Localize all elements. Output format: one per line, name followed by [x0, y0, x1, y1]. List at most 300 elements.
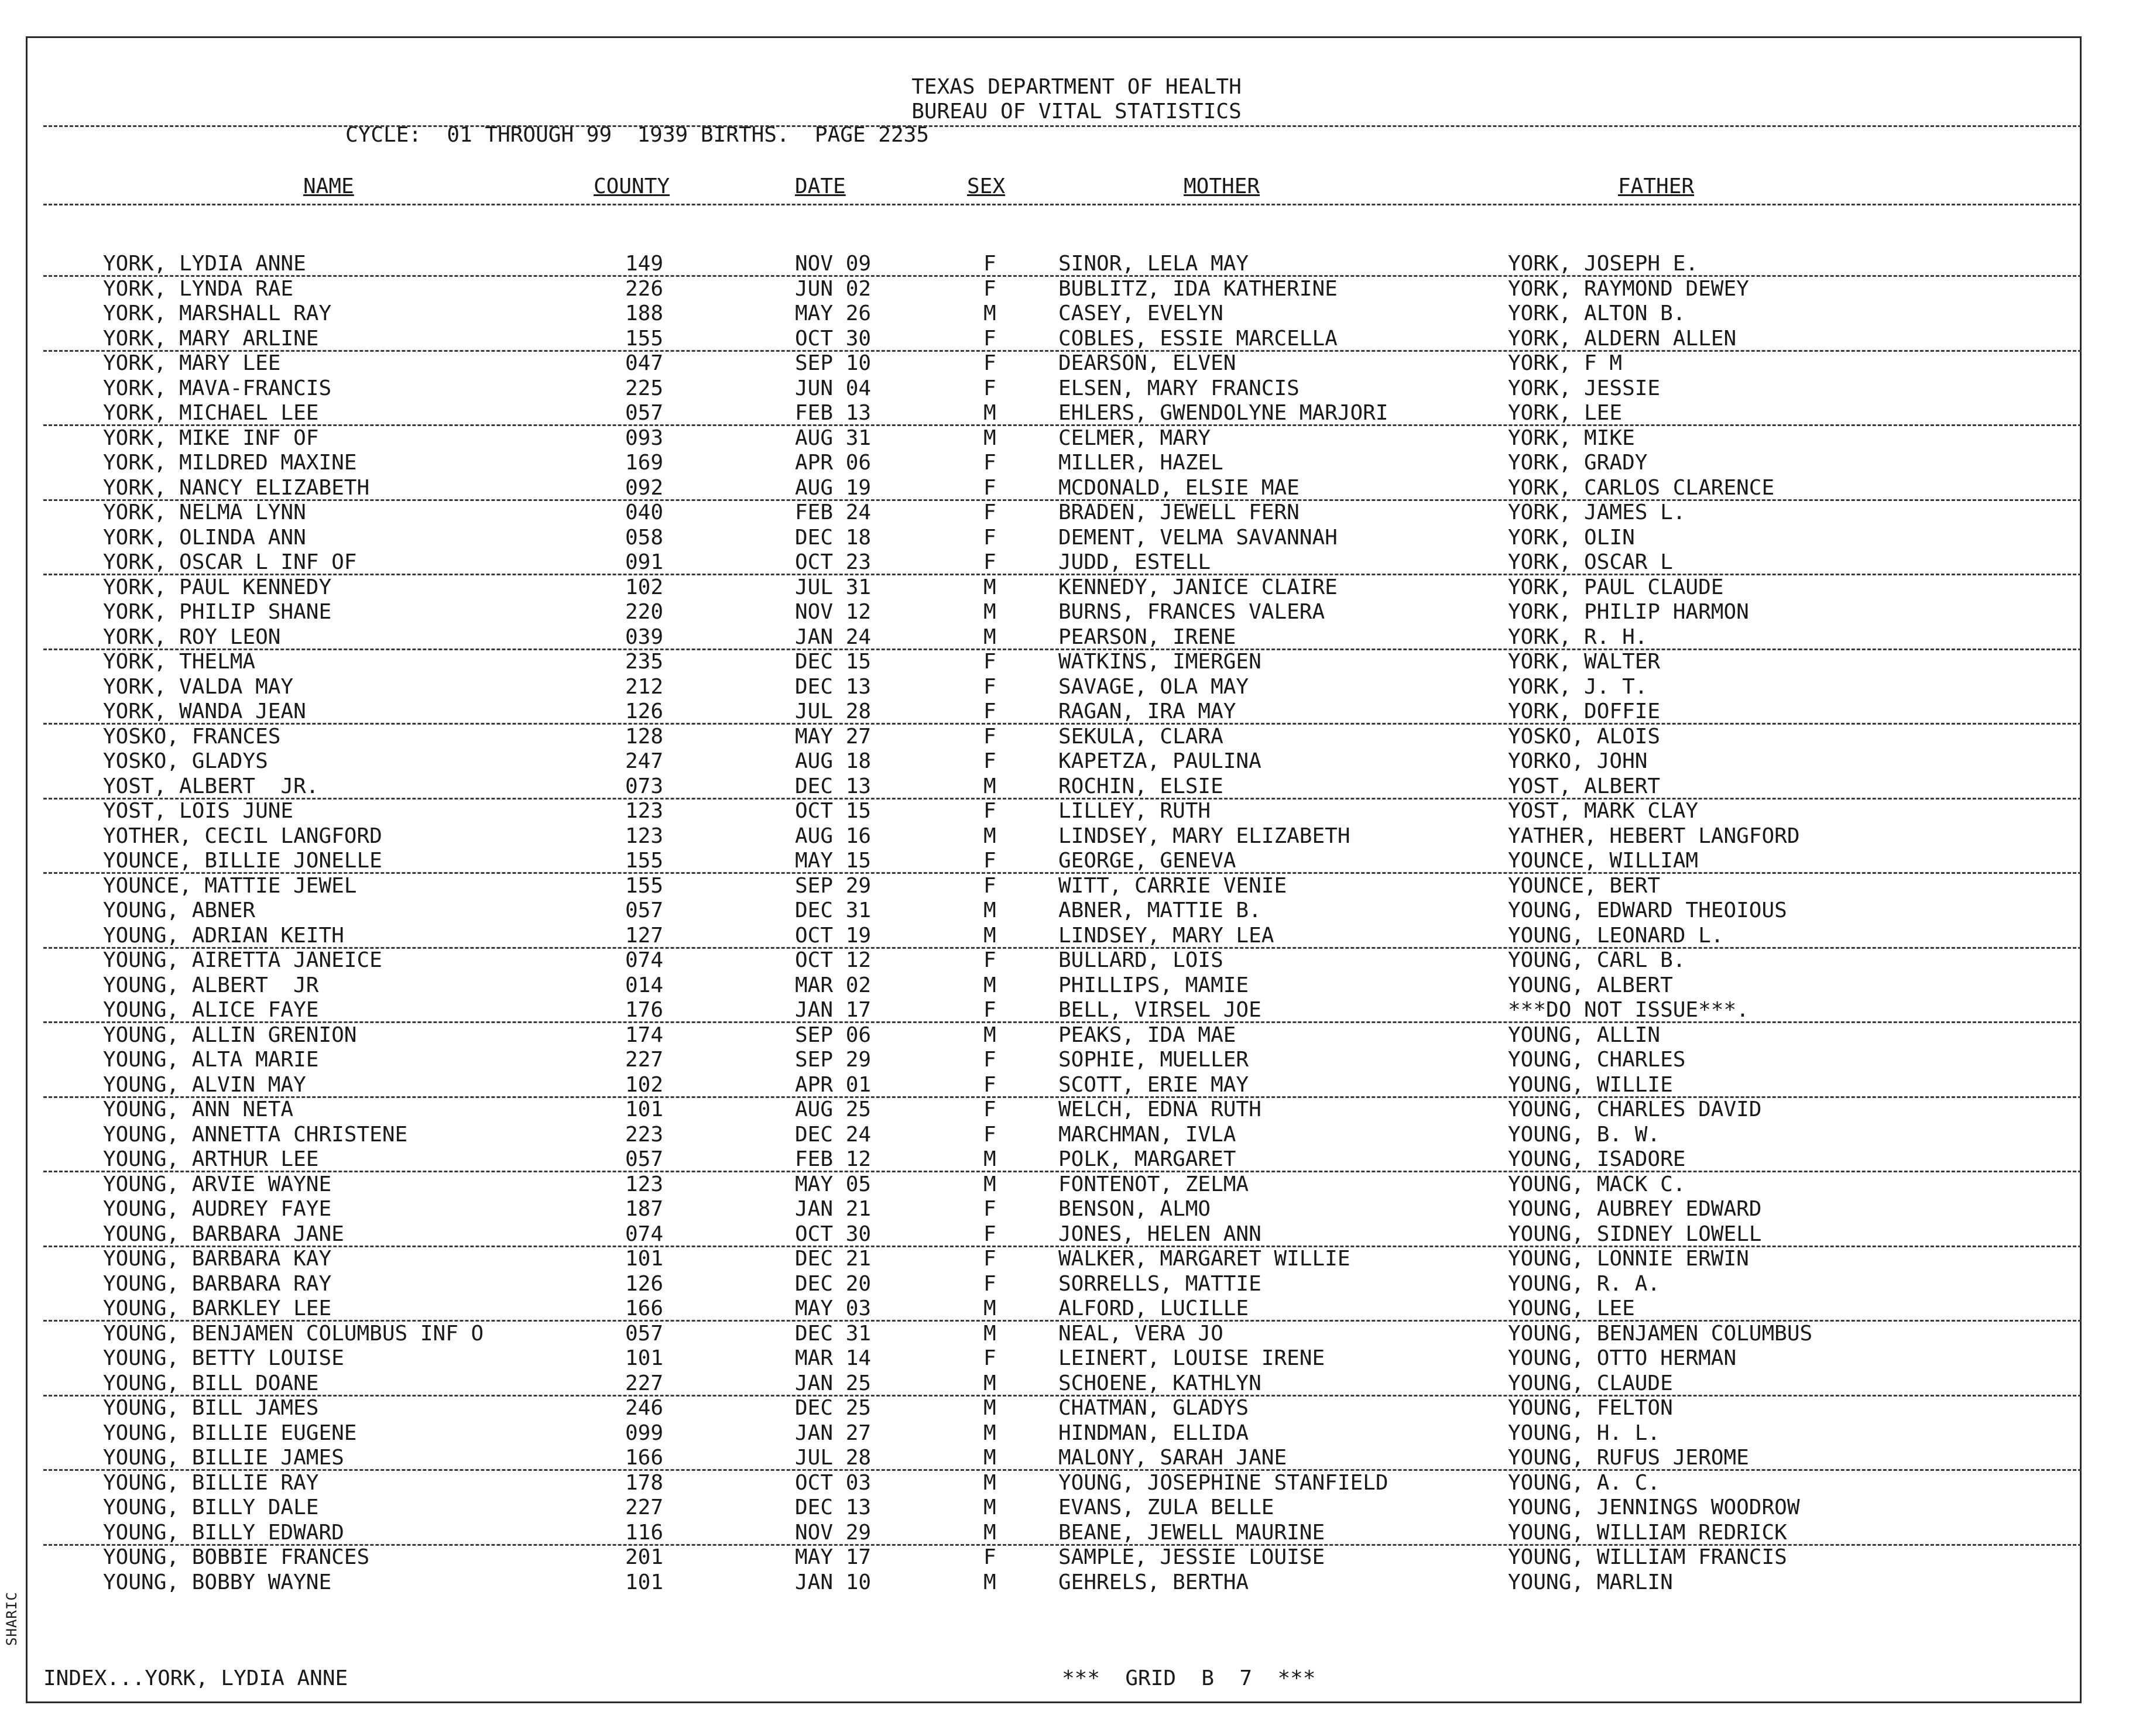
cell-father: YOUNG, LONNIE ERWIN: [1508, 1247, 1749, 1271]
cell-mother: JUDD, ESTELL: [1058, 550, 1211, 574]
cell-county: 102: [625, 1072, 664, 1097]
cell-date: AUG 19: [795, 475, 872, 500]
cell-mother: MALONY, SARAH JANE: [1058, 1446, 1287, 1470]
cell-sex: M: [983, 1321, 996, 1346]
cell-county: 155: [625, 849, 664, 873]
cell-date: DEC 13: [795, 774, 872, 798]
cell-father: YOUNG, WILLIAM REDRICK: [1508, 1520, 1787, 1545]
table-row: [0, 476, 2153, 500]
cell-father: YOUNG, CHARLES: [1508, 1048, 1686, 1072]
cell-date: OCT 03: [795, 1470, 872, 1495]
cell-county: 057: [625, 1321, 664, 1346]
cell-name: YORK, NELMA LYNN: [103, 500, 306, 524]
cell-mother: SORRELLS, MATTIE: [1058, 1271, 1261, 1296]
cell-mother: BURNS, FRANCES VALERA: [1058, 600, 1325, 624]
cell-mother: COBLES, ESSIE MARCELLA: [1058, 326, 1338, 351]
cell-county: 246: [625, 1396, 664, 1420]
cell-mother: SEKULA, CLARA: [1058, 724, 1223, 749]
cell-sex: F: [983, 799, 996, 823]
table-row: [0, 799, 2153, 824]
cell-sex: F: [983, 1545, 996, 1569]
cell-mother: PEARSON, IRENE: [1058, 625, 1236, 649]
cell-name: YORK, VALDA MAY: [103, 674, 294, 699]
cell-county: 227: [625, 1495, 664, 1519]
table-row: [0, 1545, 2153, 1570]
cell-date: MAY 26: [795, 301, 872, 325]
cell-name: YORK, MARSHALL RAY: [103, 301, 332, 325]
table-row: [0, 749, 2153, 774]
cell-name: YOUNG, ALLIN GRENION: [103, 1023, 357, 1047]
cell-county: 226: [625, 276, 664, 301]
cell-sex: F: [983, 650, 996, 674]
cell-mother: KENNEDY, JANICE CLAIRE: [1058, 575, 1338, 599]
cell-sex: F: [983, 1222, 996, 1246]
cell-county: 057: [625, 1147, 664, 1171]
cell-county: 040: [625, 500, 664, 524]
cell-county: 123: [625, 1172, 664, 1196]
table-row: [0, 327, 2153, 351]
cell-county: 123: [625, 824, 664, 848]
cell-date: JUL 28: [795, 1446, 872, 1470]
cell-date: SEP 29: [795, 873, 872, 898]
cell-name: YOSKO, GLADYS: [103, 749, 268, 773]
cell-sex: M: [983, 923, 996, 948]
table-row: [0, 575, 2153, 600]
cell-county: 074: [625, 948, 664, 972]
table-row: [0, 998, 2153, 1023]
cell-county: 101: [625, 1346, 664, 1370]
cell-sex: M: [983, 898, 996, 922]
cell-father: YORKO, JOHN: [1508, 749, 1648, 773]
cell-date: NOV 29: [795, 1520, 872, 1545]
cell-name: YORK, PHILIP SHANE: [103, 600, 332, 624]
cell-name: YOUNG, BILLY DALE: [103, 1495, 319, 1519]
cell-mother: ELSEN, MARY FRANCIS: [1058, 376, 1300, 400]
cell-father: YORK, PAUL CLAUDE: [1508, 575, 1724, 599]
cell-name: YOUNG, BILLIE JAMES: [103, 1446, 344, 1470]
cell-sex: F: [983, 948, 996, 972]
table-row: [0, 1471, 2153, 1495]
cell-sex: M: [983, 1371, 996, 1395]
cell-name: YOSKO, FRANCES: [103, 724, 281, 749]
table-row: [0, 1172, 2153, 1197]
cell-sex: F: [983, 873, 996, 898]
cell-father: YOUNG, JENNINGS WOODROW: [1508, 1495, 1800, 1519]
cell-date: JAN 27: [795, 1421, 872, 1445]
cell-date: JAN 25: [795, 1371, 872, 1395]
cell-mother: DEARSON, ELVEN: [1058, 351, 1236, 375]
cell-name: YOUNG, ABNER: [103, 898, 256, 922]
cell-name: YOUNG, BILLIE EUGENE: [103, 1421, 357, 1445]
cell-county: 188: [625, 301, 664, 325]
cell-name: YOUNG, ALTA MARIE: [103, 1048, 319, 1072]
table-row: [0, 1446, 2153, 1470]
cell-name: YOUNG, BARBARA RAY: [103, 1271, 332, 1296]
cell-father: YOUNG, A. C.: [1508, 1470, 1661, 1495]
cell-mother: PHILLIPS, MAMIE: [1058, 973, 1249, 997]
cell-name: YOTHER, CECIL LANGFORD: [103, 824, 382, 848]
cell-name: YORK, NANCY ELIZABETH: [103, 475, 370, 500]
cell-county: 201: [625, 1545, 664, 1569]
cell-mother: BEANE, JEWELL MAURINE: [1058, 1520, 1325, 1545]
cell-mother: SCOTT, ERIE MAY: [1058, 1072, 1249, 1097]
cell-county: 220: [625, 600, 664, 624]
cell-name: YOUNG, BARKLEY LEE: [103, 1296, 332, 1320]
cell-date: DEC 21: [795, 1247, 872, 1271]
cell-father: YOST, ALBERT: [1508, 774, 1661, 798]
cell-date: SEP 06: [795, 1023, 872, 1047]
cell-name: YORK, MILDRED MAXINE: [103, 451, 357, 475]
cell-father: YOUNG, ALLIN: [1508, 1023, 1661, 1047]
cell-mother: MARCHMAN, IVLA: [1058, 1122, 1236, 1147]
cell-date: AUG 25: [795, 1097, 872, 1121]
cell-sex: F: [983, 550, 996, 574]
table-row: [0, 426, 2153, 451]
table-row: [0, 1322, 2153, 1346]
cell-father: YOUNG, SIDNEY LOWELL: [1508, 1222, 1762, 1246]
cell-sex: M: [983, 1421, 996, 1445]
cell-mother: LEINERT, LOUISE IRENE: [1058, 1346, 1325, 1370]
cell-county: 127: [625, 923, 664, 948]
table-row: [0, 277, 2153, 301]
cell-date: FEB 12: [795, 1147, 872, 1171]
cell-name: YOUNG, BILLY EDWARD: [103, 1520, 344, 1545]
cell-county: 128: [625, 724, 664, 749]
cell-mother: SAMPLE, JESSIE LOUISE: [1058, 1545, 1325, 1569]
footer-grid: *** GRID B 7 ***: [1062, 1666, 1316, 1690]
cell-name: YOUNG, AUDREY FAYE: [103, 1197, 332, 1221]
cell-date: SEP 10: [795, 351, 872, 375]
table-row: [0, 849, 2153, 873]
cell-date: DEC 15: [795, 650, 872, 674]
cell-date: JAN 21: [795, 1197, 872, 1221]
cell-date: DEC 18: [795, 525, 872, 550]
table-row: [0, 774, 2153, 799]
cell-sex: M: [983, 426, 996, 450]
cell-mother: WITT, CARRIE VENIE: [1058, 873, 1287, 898]
cell-county: 123: [625, 799, 664, 823]
table-row: [0, 1346, 2153, 1371]
table-row: [0, 1097, 2153, 1122]
separator-line: [43, 125, 2082, 127]
cell-sex: F: [983, 525, 996, 550]
cell-county: 174: [625, 1023, 664, 1047]
cell-date: AUG 18: [795, 749, 872, 773]
cell-sex: M: [983, 1396, 996, 1420]
cell-county: 169: [625, 451, 664, 475]
cell-county: 058: [625, 525, 664, 550]
table-row: [0, 1197, 2153, 1222]
cell-father: YOUNCE, BERT: [1508, 873, 1661, 898]
cell-mother: LINDSEY, MARY LEA: [1058, 923, 1274, 948]
footer-index: INDEX...YORK, LYDIA ANNE: [43, 1666, 348, 1690]
cell-name: YOUNG, ALICE FAYE: [103, 998, 319, 1022]
cell-county: 227: [625, 1048, 664, 1072]
cell-county: 223: [625, 1122, 664, 1147]
cell-sex: F: [983, 1048, 996, 1072]
cell-father: YOUNG, ALBERT: [1508, 973, 1673, 997]
cell-sex: M: [983, 1470, 996, 1495]
cell-county: 073: [625, 774, 664, 798]
cell-county: 176: [625, 998, 664, 1022]
table-row: [0, 948, 2153, 973]
cell-date: APR 01: [795, 1072, 872, 1097]
table-row: [0, 874, 2153, 898]
cell-father: YORK, ALTON B.: [1508, 301, 1686, 325]
cell-father: YORK, DOFFIE: [1508, 699, 1661, 723]
cell-mother: BELL, VIRSEL JOE: [1058, 998, 1261, 1022]
cell-mother: BENSON, ALMO: [1058, 1197, 1211, 1221]
cell-father: YOUNG, WILLIAM FRANCIS: [1508, 1545, 1787, 1569]
cell-sex: M: [983, 824, 996, 848]
cell-county: 092: [625, 475, 664, 500]
cell-name: YOUNG, ARTHUR LEE: [103, 1147, 319, 1171]
table-row: [0, 675, 2153, 699]
cell-date: DEC 20: [795, 1271, 872, 1296]
cell-mother: GEHRELS, BERTHA: [1058, 1570, 1249, 1594]
header-line1: TEXAS DEPARTMENT OF HEALTH: [911, 75, 1242, 99]
table-row: [0, 1371, 2153, 1396]
cell-name: YORK, MIKE INF OF: [103, 426, 319, 450]
cell-county: 116: [625, 1520, 664, 1545]
cell-mother: MILLER, HAZEL: [1058, 451, 1223, 475]
cell-name: YORK, MICHAEL LEE: [103, 401, 319, 425]
cell-date: OCT 15: [795, 799, 872, 823]
cell-date: JAN 10: [795, 1570, 872, 1594]
table-row: [0, 550, 2153, 575]
cell-county: 155: [625, 326, 664, 351]
cell-sex: M: [983, 1520, 996, 1545]
cell-county: 227: [625, 1371, 664, 1395]
table-row: [0, 699, 2153, 724]
cell-father: YOUNG, OTTO HERMAN: [1508, 1346, 1737, 1370]
table-row: [0, 898, 2153, 923]
cell-date: AUG 16: [795, 824, 872, 848]
cell-name: YOUNG, BETTY LOUISE: [103, 1346, 344, 1370]
cell-mother: SAVAGE, OLA MAY: [1058, 674, 1249, 699]
cell-name: YORK, LYDIA ANNE: [103, 252, 306, 276]
header-line2: BUREAU OF VITAL STATISTICS: [911, 100, 1242, 123]
cell-county: 102: [625, 575, 664, 599]
cell-date: MAY 17: [795, 1545, 872, 1569]
cell-mother: EVANS, ZULA BELLE: [1058, 1495, 1274, 1519]
cell-name: YOUNG, ANNETTA CHRISTENE: [103, 1122, 408, 1147]
cell-mother: BRADEN, JEWELL FERN: [1058, 500, 1300, 524]
column-header-county: COUNTY: [594, 174, 670, 198]
cell-father: YORK, OLIN: [1508, 525, 1635, 550]
table-row: [0, 824, 2153, 849]
cell-mother: KAPETZA, PAULINA: [1058, 749, 1261, 773]
cell-name: YOUNG, ARVIE WAYNE: [103, 1172, 332, 1196]
cell-county: 247: [625, 749, 664, 773]
cell-mother: WALKER, MARGARET WILLIE: [1058, 1247, 1350, 1271]
cell-name: YOST, ALBERT JR.: [103, 774, 319, 798]
table-row: [0, 252, 2153, 276]
cell-date: JUN 04: [795, 376, 872, 400]
cell-name: YOUNG, BARBARA JANE: [103, 1222, 344, 1246]
column-header-date: DATE: [795, 174, 846, 198]
cell-name: YOUNG, ALBERT JR: [103, 973, 319, 997]
cell-county: 093: [625, 426, 664, 450]
cell-county: 101: [625, 1247, 664, 1271]
cell-name: YOUNG, BOBBY WAYNE: [103, 1570, 332, 1594]
cell-father: YOUNG, CHARLES DAVID: [1508, 1097, 1762, 1121]
cell-date: OCT 12: [795, 948, 872, 972]
cell-county: 126: [625, 1271, 664, 1296]
cell-mother: WATKINS, IMERGEN: [1058, 650, 1261, 674]
cell-date: FEB 24: [795, 500, 872, 524]
cell-sex: F: [983, 500, 996, 524]
cell-mother: ROCHIN, ELSIE: [1058, 774, 1223, 798]
cell-sex: M: [983, 1570, 996, 1594]
cell-father: YOUNG, RUFUS JEROME: [1508, 1446, 1749, 1470]
cell-county: 074: [625, 1222, 664, 1246]
cell-sex: F: [983, 1197, 996, 1221]
cell-sex: M: [983, 1023, 996, 1047]
cell-date: OCT 23: [795, 550, 872, 574]
cell-sex: M: [983, 625, 996, 649]
cell-sex: M: [983, 774, 996, 798]
cell-father: YOUNG, AUBREY EDWARD: [1508, 1197, 1762, 1221]
table-row: [0, 401, 2153, 426]
cell-date: APR 06: [795, 451, 872, 475]
table-row: [0, 301, 2153, 326]
cell-father: YOUNG, BENJAMEN COLUMBUS: [1508, 1321, 1813, 1346]
cell-sex: M: [983, 600, 996, 624]
table-row: [0, 1421, 2153, 1446]
cell-name: YORK, MARY LEE: [103, 351, 281, 375]
column-header-sex: SEX: [967, 174, 1006, 198]
cell-mother: JONES, HELEN ANN: [1058, 1222, 1261, 1246]
table-row: [0, 1123, 2153, 1147]
cell-sex: F: [983, 998, 996, 1022]
cell-county: 166: [625, 1296, 664, 1320]
table-row: [0, 973, 2153, 998]
cell-father: YOUNG, LEE: [1508, 1296, 1635, 1320]
cell-sex: F: [983, 1247, 996, 1271]
cell-sex: F: [983, 1072, 996, 1097]
cell-date: DEC 31: [795, 1321, 872, 1346]
cell-date: MAR 14: [795, 1346, 872, 1370]
table-row: [0, 625, 2153, 650]
cell-date: MAY 03: [795, 1296, 872, 1320]
cell-sex: F: [983, 252, 996, 276]
cell-county: 155: [625, 873, 664, 898]
cell-father: YOUNG, MACK C.: [1508, 1172, 1686, 1196]
cell-date: OCT 19: [795, 923, 872, 948]
table-row: [0, 1222, 2153, 1247]
cell-date: NOV 09: [795, 252, 872, 276]
cell-sex: F: [983, 749, 996, 773]
cell-county: 039: [625, 625, 664, 649]
cell-name: YORK, MAVA-FRANCIS: [103, 376, 332, 400]
table-row: [0, 351, 2153, 376]
table-row: [0, 1396, 2153, 1421]
cell-mother: POLK, MARGARET: [1058, 1147, 1236, 1171]
cell-sex: F: [983, 276, 996, 301]
table-row: [0, 1023, 2153, 1048]
cell-mother: YOUNG, JOSEPHINE STANFIELD: [1058, 1470, 1389, 1495]
cell-name: YOUNCE, BILLIE JONELLE: [103, 849, 382, 873]
cell-name: YOUNG, BILL DOANE: [103, 1371, 319, 1395]
cell-father: YORK, MIKE: [1508, 426, 1635, 450]
column-header-father: FATHER: [1618, 174, 1695, 198]
cell-name: YOUNG, BENJAMEN COLUMBUS INF O: [103, 1321, 484, 1346]
cell-father: YORK, PHILIP HARMON: [1508, 600, 1749, 624]
cell-father: YORK, JOSEPH E.: [1508, 252, 1699, 276]
cell-father: YOUNG, ISADORE: [1508, 1147, 1686, 1171]
cell-mother: BULLARD, LOIS: [1058, 948, 1223, 972]
column-header-mother: MOTHER: [1184, 174, 1260, 198]
cell-county: 149: [625, 252, 664, 276]
cell-sex: F: [983, 475, 996, 500]
cell-mother: LILLEY, RUTH: [1058, 799, 1211, 823]
cell-mother: PEAKS, IDA MAE: [1058, 1023, 1236, 1047]
cell-father: YORK, JESSIE: [1508, 376, 1661, 400]
table-row: [0, 924, 2153, 948]
cell-date: OCT 30: [795, 326, 872, 351]
cell-mother: MCDONALD, ELSIE MAE: [1058, 475, 1300, 500]
cell-father: YATHER, HEBERT LANGFORD: [1508, 824, 1800, 848]
cell-sex: M: [983, 1495, 996, 1519]
cell-date: MAY 05: [795, 1172, 872, 1196]
cell-father: YOUNG, CLAUDE: [1508, 1371, 1673, 1395]
cell-county: 166: [625, 1446, 664, 1470]
cell-name: YORK, LYNDA RAE: [103, 276, 294, 301]
cell-father: YOUNG, LEONARD L.: [1508, 923, 1724, 948]
cell-father: YOST, MARK CLAY: [1508, 799, 1699, 823]
cell-county: 178: [625, 1470, 664, 1495]
cell-sex: M: [983, 1446, 996, 1470]
table-row: [0, 1073, 2153, 1097]
cell-sex: F: [983, 849, 996, 873]
cell-father: YORK, F M: [1508, 351, 1623, 375]
cell-father: YORK, R. H.: [1508, 625, 1648, 649]
cell-county: 187: [625, 1197, 664, 1221]
cell-father: YORK, OSCAR L: [1508, 550, 1673, 574]
table-row: [0, 1272, 2153, 1296]
cell-name: YOUNG, ADRIAN KEITH: [103, 923, 344, 948]
cell-sex: F: [983, 326, 996, 351]
table-row: [0, 1247, 2153, 1271]
cell-father: YORK, ALDERN ALLEN: [1508, 326, 1737, 351]
cell-date: DEC 13: [795, 674, 872, 699]
table-row: [0, 1048, 2153, 1072]
table-row: [0, 1296, 2153, 1321]
cell-name: YOUNG, ANN NETA: [103, 1097, 294, 1121]
separator-line: [43, 204, 2082, 205]
table-row: [0, 451, 2153, 475]
cell-mother: SINOR, LELA MAY: [1058, 252, 1249, 276]
cell-sex: M: [983, 301, 996, 325]
table-row: [0, 526, 2153, 550]
cell-date: DEC 25: [795, 1396, 872, 1420]
cell-sex: F: [983, 699, 996, 723]
cell-county: 101: [625, 1097, 664, 1121]
cell-name: YOUNG, ALVIN MAY: [103, 1072, 306, 1097]
cell-county: 047: [625, 351, 664, 375]
cell-county: 099: [625, 1421, 664, 1445]
cell-sex: F: [983, 451, 996, 475]
cell-mother: ALFORD, LUCILLE: [1058, 1296, 1249, 1320]
cell-father: YOUNCE, WILLIAM: [1508, 849, 1699, 873]
cell-sex: M: [983, 973, 996, 997]
cell-mother: FONTENOT, ZELMA: [1058, 1172, 1249, 1196]
cell-mother: HINDMAN, ELLIDA: [1058, 1421, 1249, 1445]
cell-name: YOUNG, BILLIE RAY: [103, 1470, 319, 1495]
cell-county: 057: [625, 401, 664, 425]
cell-father: YORK, JAMES L.: [1508, 500, 1686, 524]
